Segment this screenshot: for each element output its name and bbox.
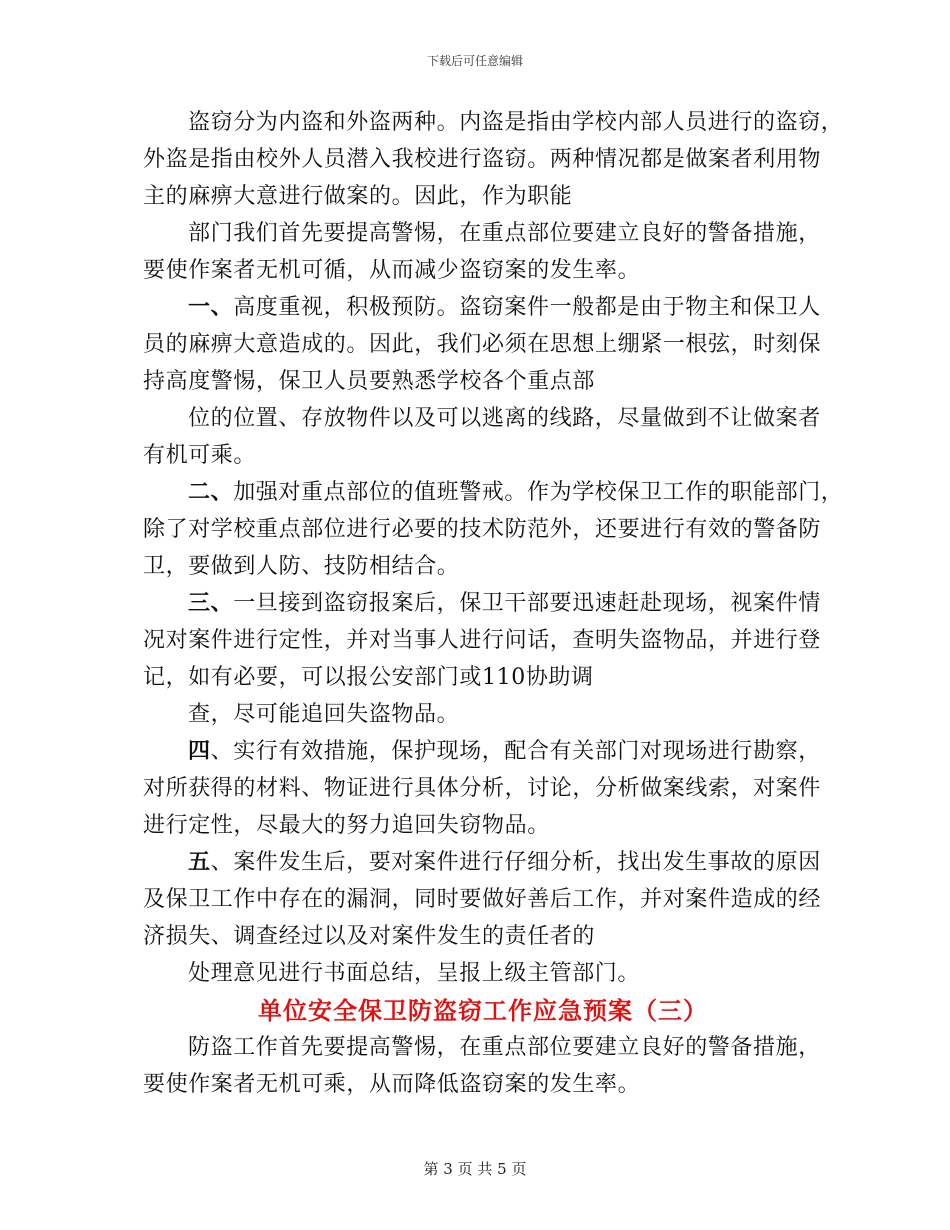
paragraph-line	[143, 1066, 803, 1103]
line-text: 持高度警惕，保卫人员要熟悉学校各个重点部	[143, 369, 596, 394]
paragraph-line	[143, 548, 803, 585]
line-text: 卫，要做到人防、技防相结合。	[143, 554, 460, 579]
paragraph	[143, 215, 821, 289]
paragraph	[143, 289, 822, 400]
paragraph-line	[143, 733, 821, 770]
line-text: 外盗是指由校外人员潜入我校进行盗窃。两种情况都是做案者利用物	[143, 147, 822, 172]
paragraph	[143, 844, 822, 955]
paragraph-lead: 三、	[188, 590, 234, 616]
line-text: 要使作案者无机可循，从而减少盗窃案的发生率。	[143, 258, 641, 283]
paragraph-line	[143, 659, 803, 696]
line-text: 济损失、调查经过以及对案件发生的责任者的	[143, 924, 596, 949]
line-text: 除了对学校重点部位进行必要的技术防范外，还要进行有效的警备防	[143, 517, 822, 542]
paragraph-line	[143, 252, 803, 289]
page-header: 下载后可任意编辑	[426, 54, 523, 68]
line-text: 记，如有必要，可以报公安部门或110协助调	[143, 665, 594, 690]
line-text: 一旦接到盗窃报案后，保卫干部要迅速赶赴现场，视案件情	[233, 591, 821, 616]
paragraph-line	[143, 1029, 821, 1066]
line-text: 有机可乘。	[143, 443, 257, 468]
paragraph-lead: 二、	[188, 479, 234, 505]
paragraph	[143, 400, 821, 474]
line-text: 高度重视，积极预防。盗窃案件一般都是由于物主和保卫人	[233, 295, 821, 320]
paragraph-line	[143, 807, 803, 844]
line-text: 处理意见进行书面总结，呈报上级主管部门。	[188, 961, 641, 986]
paragraph-line	[143, 918, 803, 955]
page-footer: 第 3 页 共 5 页	[423, 1160, 527, 1178]
paragraph	[143, 733, 822, 844]
line-text: 及保卫工作中存在的漏洞，同时要做好善后工作，并对案件造成的经	[143, 887, 822, 912]
document-body	[143, 104, 844, 1103]
paragraph-line	[143, 881, 822, 918]
paragraph-line	[143, 215, 821, 252]
line-text: 部门我们首先要提高警惕，在重点部位要建立良好的警备措施，	[188, 221, 821, 246]
paragraph-line	[143, 437, 803, 474]
paragraph-line	[143, 141, 822, 178]
line-text: 进行定性，尽最大的努力追回失窃物品。	[143, 813, 550, 838]
paragraph-line	[143, 955, 803, 992]
paragraph-line	[143, 363, 803, 400]
paragraph	[143, 104, 844, 215]
line-text: 查，尽可能追回失盗物品。	[188, 702, 460, 727]
paragraph-lead: 四	[188, 738, 211, 764]
paragraph-line	[143, 474, 844, 511]
line-text: 、案件发生后，要对案件进行仔细分析，找出发生事故的原因	[210, 850, 821, 875]
paragraph-line	[143, 326, 822, 363]
line-text: 对所获得的材料、物证进行具体分析，讨论，分析做案线索，对案件	[143, 776, 822, 801]
line-text: 、实行有效措施，保护现场，配合有关部门对现场进行勘察，	[210, 739, 821, 764]
paragraph-line	[143, 511, 822, 548]
section-title: 单位安全保卫防盗窃工作应急预案（三）	[258, 996, 708, 1025]
paragraph-line	[143, 178, 803, 215]
line-text: 况对案件进行定性，并对当事人进行问话，查明失盗物品，并进行登	[143, 628, 822, 653]
paragraph-line	[143, 104, 844, 141]
paragraphs-before-title	[143, 104, 844, 992]
paragraph-line	[143, 696, 803, 733]
line-text: 员的麻痹大意造成的。因此，我们必须在思想上绷紧一根弦，时刻保	[143, 332, 822, 357]
paragraph	[143, 955, 803, 992]
paragraph	[143, 474, 844, 585]
paragraph-line	[143, 770, 822, 807]
line-text: 要使作案者无机可乘，从而降低盗窃案的发生率。	[143, 1072, 641, 1097]
paragraph-lead: 一、	[188, 294, 234, 320]
paragraph	[143, 696, 803, 733]
paragraph-line	[143, 844, 821, 881]
paragraph	[143, 1029, 821, 1103]
line-text: 加强对重点部位的值班警戒。作为学校保卫工作的职能部门，	[233, 480, 844, 505]
paragraph	[143, 585, 822, 696]
paragraph-line	[143, 622, 822, 659]
paragraphs-after-title	[143, 1029, 821, 1103]
paragraph-lead: 五	[188, 849, 211, 875]
paragraph-line	[143, 400, 821, 437]
paragraph-line	[143, 585, 821, 622]
paragraph-line	[143, 289, 821, 326]
line-text: 主的麻痹大意进行做案的。因此，作为职能	[143, 184, 573, 209]
line-text: 位的位置、存放物件以及可以逃离的线路，尽量做到不让做案者	[188, 406, 821, 431]
line-text: 防盗工作首先要提高警惕，在重点部位要建立良好的警备措施，	[188, 1035, 821, 1060]
line-text: 盗窃分为内盗和外盗两种。内盗是指由学校内部人员进行的盗窃，	[188, 110, 844, 135]
